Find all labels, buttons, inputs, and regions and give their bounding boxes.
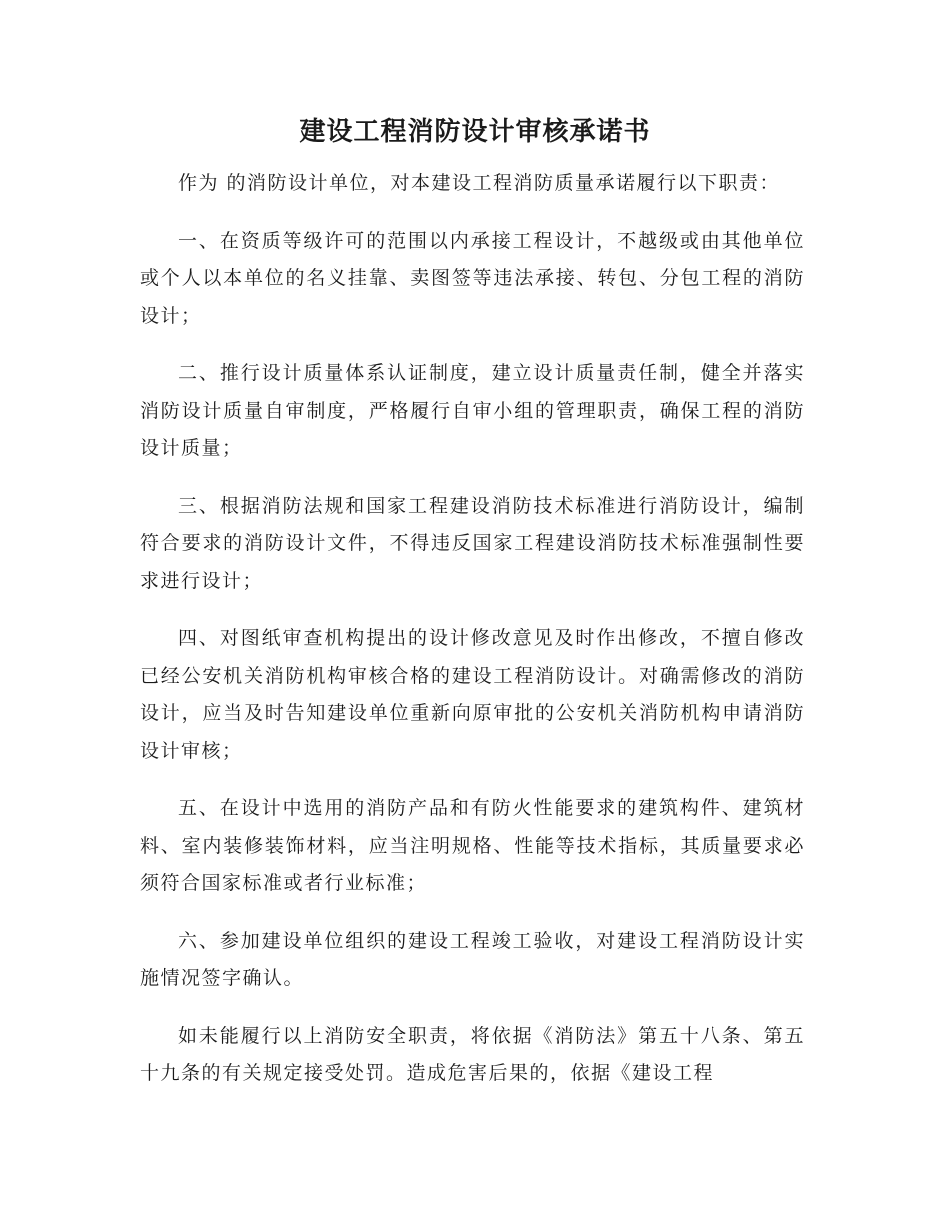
document-body [140, 165, 805, 1113]
penalty-paragraph: 如未能履行以上消防安全职责，将依据《消防法》第五十八条、第五十九条的有关规定接受处罚。造成危害后果的，依据《建设工程 [140, 1024, 805, 1084]
clause-1-paragraph: 一、在资质等级许可的范围以内承接工程设计，不越级或由其他单位或个人以本单位的名义挂靠、卖图签等违法承接、转包、分包工程的消防设计； [140, 229, 805, 327]
clause-3-paragraph: 三、根据消防法规和国家工程建设消防技术标准进行消防设计，编制符合要求的消防设计文件，不得违反国家工程建设消防技术标准强制性要求进行设计； [140, 494, 805, 592]
clause-2-paragraph: 二、推行设计质量体系认证制度，建立设计质量责任制，健全并落实消防设计质量自审制度，严格履行自审小组的管理职责，确保工程的消防设计质量； [140, 362, 805, 459]
clause-5-paragraph: 五、在设计中选用的消防产品和有防火性能要求的建筑构件、建筑材料、室内装修装饰材料，应当注明规格、性能等技术指标，其质量要求必须符合国家标准或者行业标准； [140, 797, 805, 894]
intro-paragraph: 作为 的消防设计单位，对本建设工程消防质量承诺履行以下职责： [178, 172, 781, 194]
clause-4-paragraph: 四、对图纸审查机构提出的设计修改意见及时作出修改，不擅自修改已经公安机关消防机构审核合格的建设工程消防设计。对确需修改的消防设计，应当及时告知建设单位重新向原审批的公安机关消防机构申请消防设计审核； [140, 627, 805, 762]
clause-6-paragraph: 六、参加建设单位组织的建设工程竣工验收，对建设工程消防设计实施情况签字确认。 [140, 929, 805, 989]
document-title: 建设工程消防设计审核承诺书 [299, 117, 651, 147]
